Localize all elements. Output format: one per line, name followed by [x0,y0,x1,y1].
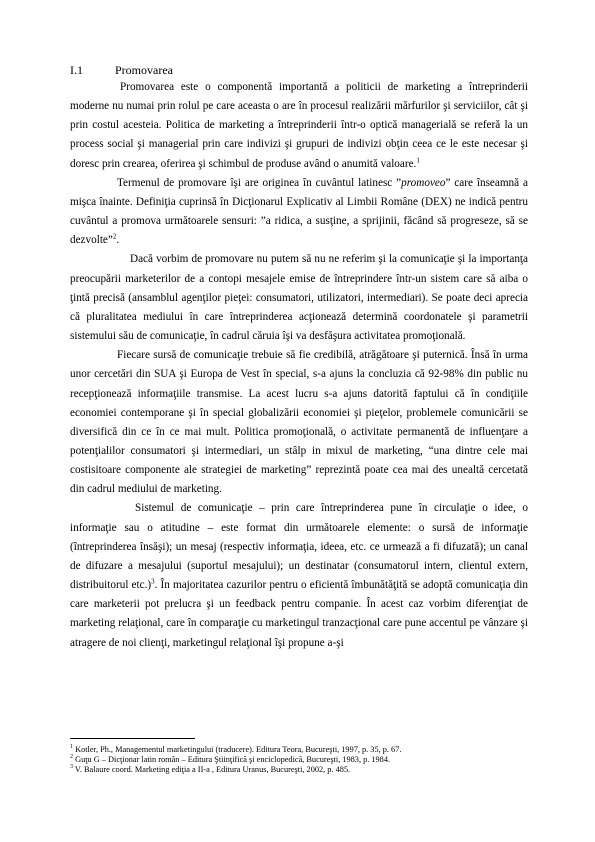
paragraph-5-text-end: . În majoritatea cazurilor pentru o eficientă îmbunătăţită se adoptă comunicaţia din care marketerii pot prelucra şi un feedback pentru companie. În acest caz vorbim diferenţiat de marketing relaţional, care în comparaţie cu marketingul tranzacţional care pune accentul pe vânzare şi atragere de noi clienţi, marketingul relaţional îşi propune a-şi [70,579,528,649]
footnote-mark-3: 3 [70,764,73,771]
paragraph-1-text: Promovarea este o componentă importantă a politicii de marketing a întreprinderii moderne nu numai prin rolul pe care aceasta o are în procesul realizării mărfurilor şi serviciilor, cât şi prin costul acesteia. Politica de marketing a întreprinderii într-o optică managerială se referă la un process social şi managerial prin care indivizi şi grupuri de indivizi obţin ceea ce le este necesar şi doresc prin crearea, oferirea şi schimbul de produse având o anumită valoare. [70,81,528,170]
section-number: I.1 [70,63,83,77]
footnote-mark-1: 1 [70,744,73,751]
paragraph-2-text-end: ” care înseamnă a mişca înainte. Definiţia cuprinsă în Dicţionarul Explicativ al Limbii Române (DEX) ne indică pentru cuvântul a promova următoarele sensuri: ”a ridica, a susţine, a sprijinii, făcând să progreseze, să se dezvolte” [70,176,528,247]
footnotes [70,738,528,775]
paragraph-4 [70,346,528,499]
paragraph-5 [70,499,528,652]
footnote-ref-2[interactable]: 2 [112,232,117,241]
footnote-1-text: Kotler, Ph., Managementul marketingului (traducere). Editura Teora, Bucureşti, 1997, p. 35, p. 67. [73,745,402,754]
body-text [70,78,528,653]
paragraph-2 [70,174,528,251]
footnote-3-text: V. Balaure coord. Marketing ediţia a II-a , Editura Uranus, Bucureşti, 2002, p. 485. [73,765,351,774]
paragraph-1 [70,78,528,174]
footnote-separator [70,738,195,739]
footnote-ref-3[interactable]: 3 [151,577,155,586]
paragraph-3-text: Dacă vorbim de promovare nu putem să nu ne referim şi la comunicaţie şi la importanţa preocupării marketerilor de a contopi mesajele emise de întreprindere într-un sistem care să aiba o ţintă precisă (ansamblul agenţilor pieţei: consumatori, utilizatori, intermediari). Se poate deci aprecia că pluralitatea mediului în care întreprinderea acţionează determină coordonatele şi parametrii sistemului său de comunicaţie, în cadrul căruia îşi va desfăşura activitatea promoţională. [70,253,528,343]
footnote-ref-1[interactable]: 1 [416,155,420,164]
section-title: Promovarea [115,63,173,77]
latin-term: promoveo [401,176,446,189]
paragraph-2-period: . [116,234,120,247]
section-heading [70,62,173,78]
paragraph-3 [70,250,528,346]
footnote-2-text: Guţu G – Dicţionar latin român – Editura Ştiinţifică şi enciclopedică, Bucureşti, 1983, p. 1984. [73,755,391,764]
footnote-2 [70,755,528,765]
footnote-1 [70,745,528,755]
paragraph-2-text-start: Termenul de promovare îşi are originea în cuvântul latinesc ” [117,176,402,189]
paragraph-4-text: Fiecare sursă de comunicaţie trebuie să fie credibilă, atrăgătoare şi puternică. Însă în urma unor cercetări din SUA şi Europa de Vest în special, s-a ajuns la concluzia că 92-98% din public nu recepţionează informaţiile transmise. La acest lucru s-a ajuns datorită faptului că în condiţiile economiei contemporane şi în special globalizării economiei şi pieţelor, problemele comunicării se diversifică din ce în ce mai mult. Politica promoţională, o activitate permanentă de influenţare a potenţialilor consumatori şi intermediari, un stâlp in mixul de marketing, “una dintre cele mai costisitoare componente ale strategiei de marketing” reprezintă poate cea mai des unealtă cercetată din cadrul mediului de marketing. [70,349,528,496]
footnote-mark-2: 2 [70,754,73,761]
footnote-3 [70,765,528,775]
paragraph-5-text-start: Sistemul de comunicaţie – prin care întreprinderea pune în circulaţie o idee, o informaţie sau o atitudine – este format din următoarele elemente: o sursă de informaţie (întreprinderea însăşi); un mesaj (respectiv informaţia, ideea, etc. ce urmează a fi difuzată); un canal de difuzare a mesajului (suportul mesajului); un destinatar (consumatorul intern, clientul extern, distribuitorul etc.) [70,502,528,592]
